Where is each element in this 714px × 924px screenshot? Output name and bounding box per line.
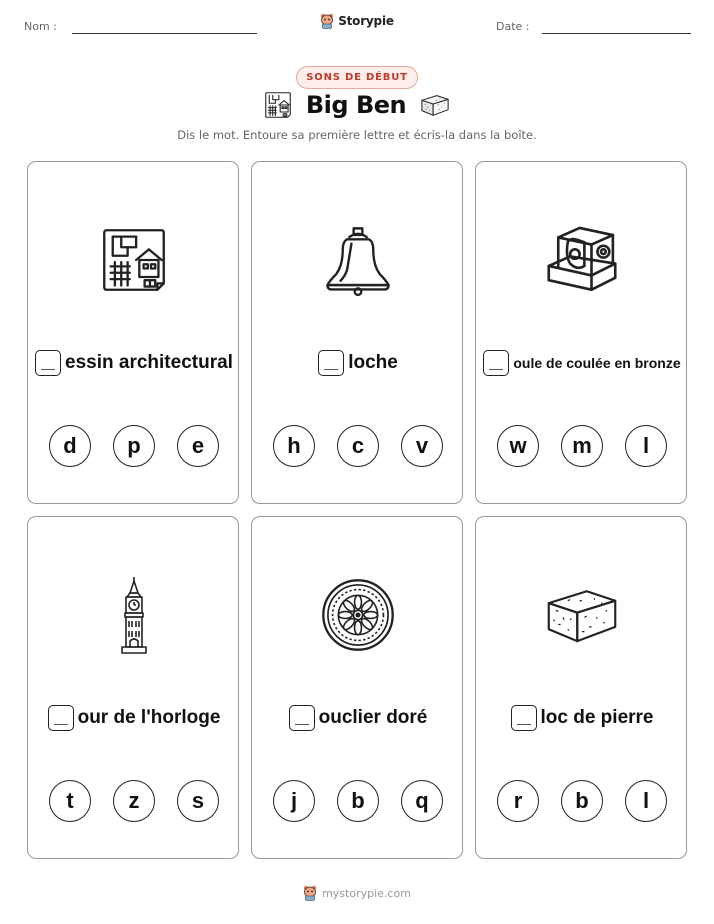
word-card (475, 161, 687, 504)
answer-box[interactable] (48, 705, 74, 731)
word-card (475, 516, 687, 859)
letter-choice[interactable]: d (49, 425, 91, 467)
letter-choice[interactable]: b (561, 780, 603, 822)
letter-choice[interactable]: b (337, 780, 379, 822)
word-prompt (28, 350, 240, 376)
word-card (27, 161, 239, 504)
footer-url[interactable]: mystorypie.com (322, 886, 411, 900)
golden-shield-icon (321, 578, 395, 652)
name-line[interactable] (72, 33, 257, 34)
word-prompt (476, 350, 688, 376)
letter-choice[interactable]: w (497, 425, 539, 467)
stone-block-icon (544, 584, 620, 646)
word-ending: loc de pierre (540, 707, 654, 728)
letter-choice[interactable]: j (273, 780, 315, 822)
letter-choice[interactable]: z (113, 780, 155, 822)
category-badge: SONS DE DÉBUT (296, 66, 417, 89)
letter-choice[interactable]: q (401, 780, 443, 822)
letter-choice[interactable]: v (401, 425, 443, 467)
word-ending: loche (348, 352, 398, 373)
word-prompt (252, 705, 464, 731)
blueprint-icon (264, 91, 292, 119)
word-ending: oule de coulée en bronze (513, 355, 681, 371)
letter-choice[interactable]: r (497, 780, 539, 822)
stone-block-icon (420, 92, 450, 118)
word-ending: ouclier doré (318, 707, 428, 728)
letter-choice[interactable]: l (625, 780, 667, 822)
answer-box[interactable] (318, 350, 344, 376)
word-ending: essin architectural (65, 352, 233, 373)
instructions: Dis le mot. Entoure sa première lettre et écris-la dans la boîte. (177, 128, 537, 142)
word-prompt (476, 705, 688, 731)
letter-choice[interactable]: m (561, 425, 603, 467)
word-ending: our de l'horloge (77, 707, 221, 728)
clock-tower-icon (118, 575, 150, 655)
date-label: Date : (496, 20, 530, 33)
letter-choices (476, 780, 688, 822)
letter-choices (28, 780, 240, 822)
footer (0, 885, 714, 901)
brand-logo (0, 13, 714, 29)
blueprint-icon (100, 226, 168, 294)
answer-box[interactable] (289, 705, 315, 731)
brand-name: Storypie (338, 14, 394, 28)
letter-choices (252, 425, 464, 467)
letter-choice[interactable]: p (113, 425, 155, 467)
answer-box[interactable] (511, 705, 537, 731)
letter-choice[interactable]: s (177, 780, 219, 822)
bell-icon (323, 224, 393, 296)
answer-box[interactable] (483, 350, 509, 376)
name-label: Nom : (24, 20, 57, 33)
storypie-mascot-icon (303, 885, 317, 901)
letter-choice[interactable]: c (337, 425, 379, 467)
letter-choice[interactable]: h (273, 425, 315, 467)
letter-choice[interactable]: e (177, 425, 219, 467)
letter-choice[interactable]: l (625, 425, 667, 467)
casting-mold-icon (544, 223, 620, 297)
letter-choice[interactable]: t (49, 780, 91, 822)
letter-choices (28, 425, 240, 467)
date-line[interactable] (542, 33, 691, 34)
letter-choices (476, 425, 688, 467)
letter-choices (252, 780, 464, 822)
word-prompt (28, 705, 240, 731)
word-card (27, 516, 239, 859)
storypie-mascot-icon (320, 13, 334, 29)
title-row (0, 91, 714, 119)
word-prompt (252, 350, 464, 376)
page-title: Big Ben (305, 91, 407, 119)
answer-box[interactable] (35, 350, 61, 376)
word-card (251, 161, 463, 504)
word-card (251, 516, 463, 859)
